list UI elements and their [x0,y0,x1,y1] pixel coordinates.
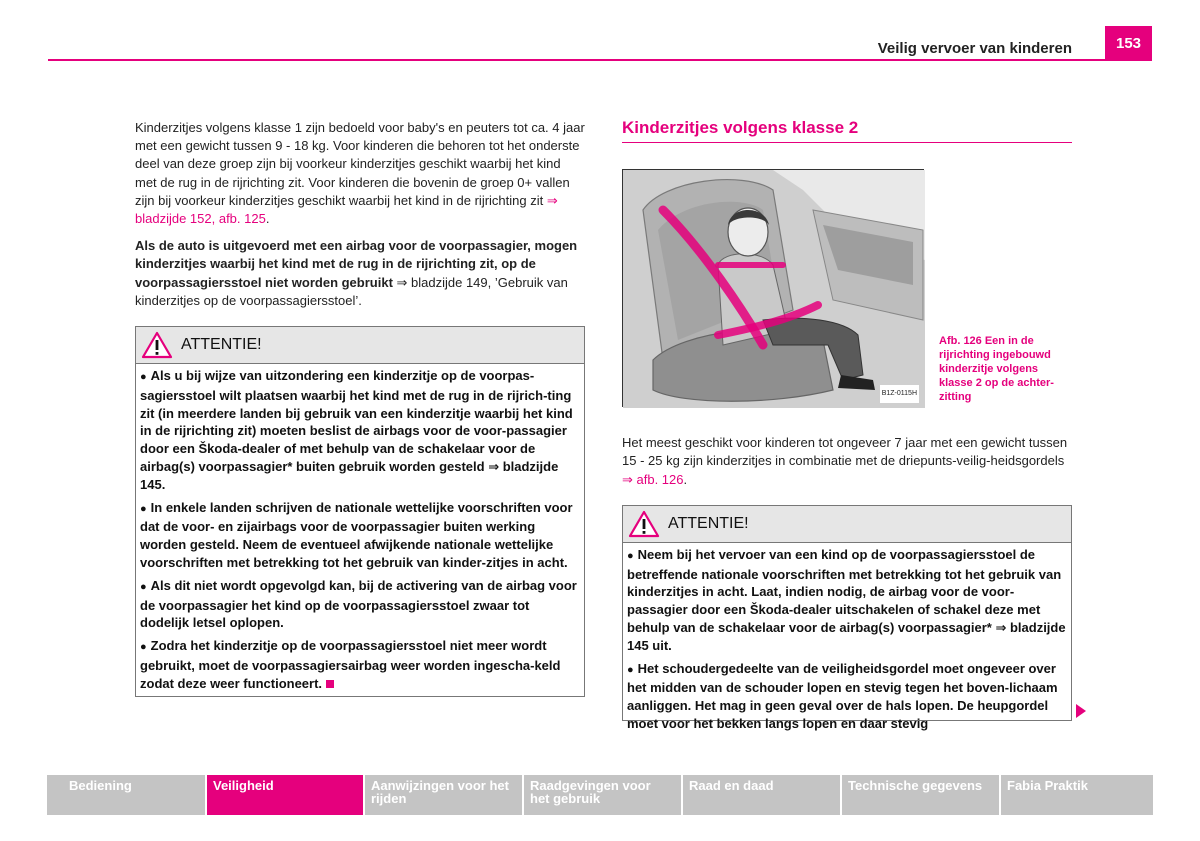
child-seat-illustration [623,170,925,408]
right-warning-body [623,543,1071,731]
right-column [622,118,1072,731]
intro-text: Kinderzitjes volgens klasse 1 zijn bedoeld voor baby's en peuters tot ca. 4 jaar met een gewicht tussen 9 - 18 kg. Voor kinderen die behoren tot het onderste deel van deze groep zijn bij voorkeur kinderzitjes geschikt waarbij het kind met de rug in de rijrichting zit. Voor kinderen die bovenin de groep 0+ vallen zijn bij voorkeur kinderzitjes geschikt waarbij het kind in de rijrichting zit [135,120,585,208]
intro-page-link[interactable]: ⇒ bladzijde 152, afb. 125 [135,192,558,227]
nav-tab-aanwijzingen[interactable]: Aanwijzingen voor het rijden [365,775,522,815]
bullet-icon: ● [140,502,147,515]
intro-end: . [265,211,270,227]
page-number: 153 [1105,26,1152,61]
figure-row [622,169,1072,407]
right-paragraph [622,434,1072,489]
nav-tab-raad-en-daad[interactable]: Raad en daad [683,775,840,815]
bullet-icon: ● [140,641,147,654]
right-warning-title: ATTENTIE! [668,514,749,532]
continue-arrow-icon[interactable] [1076,704,1086,718]
right-paragraph-text: Het meest geschikt voor kinderen tot ongeveer 7 jaar met een gewicht tussen 15 - 25 kg zijn kinderzitjes in combinatie met de driepunts-veilig-heidsgordels [622,435,1068,469]
bullet-icon: ● [627,549,634,562]
end-square-icon [326,680,334,688]
warning-item: ● Als dit niet wordt opgevolgd kan, bij de activering van de airbag voor de voorpassagier het kind op de voorpassagiersstoel zwaar tot dodelijk letsel oplopen. [140,577,577,631]
warning-item: ● Zodra het kinderzitje op de voorpassagiersstoel niet meer wordt gebruikt, moet de voorpassagiersairbag weer worden ingescha-keld zodat deze weer functioneert. [140,638,561,691]
warning-item: ● Het schoudergedeelte van de veiligheidsgordel moet ongeveer over het midden van de schouder lopen en stevig tegen het boven-lichaam aanliggen. Het mag in geen geval over de hals lopen. De heupgordel moet voor het bekken langs lopen en daar stevig [627,660,1058,731]
right-warning-box [622,505,1072,731]
nav-tab-fabia-praktik[interactable]: Fabia Praktik [1001,775,1153,815]
chapter-nav [47,775,1153,815]
child-seat-figure [622,169,924,407]
bullet-icon: ● [140,580,147,593]
bullet-icon: ● [627,663,634,676]
bullet-icon: ● [140,371,147,384]
warning-triangle-icon [628,510,660,538]
page-header-title: Veilig vervoer van kinderen [877,40,1072,57]
nav-tab-veiligheid[interactable]: Veiligheid [207,775,363,815]
nav-tab-technische-gegevens[interactable]: Technische gegevens [842,775,999,815]
left-warning-title: ATTENTIE! [181,335,262,353]
header-divider [48,59,1152,61]
airbag-bold-text: Als de auto is uitgevoerd met een airbag voor de voorpassagier, mogen kinderzitjes waarbij het kind met de rug in de rijrichting zit, op de voorpassagiersstoel niet worden gebruikt [135,238,578,290]
figure-code: B1Z-0115H [880,385,919,403]
warning-item: ● Als u bij wijze van uitzondering een kinderzitje op de voorpas-sagiersstoel wilt plaatsen waarbij het kind met de rug in de rijrich-ting zit (in meerdere landen bij gebruik van een kinderzitje waarbij het kind in de rijrichting zit) moeten beslist de airbags voor de voor-passagier door een Škoda-dealer of met behulp van de schakelaar voor de airbag(s) voorpassagier* buiten gebruik worden gesteld ⇒ bladzijde 145. [140,368,573,492]
figure-caption: Afb. 126 Een in de rijrichting ingebouwd kinderzitje volgens klasse 2 op de achter-zitting [939,335,1054,404]
nav-tab-bediening[interactable]: Bediening [47,775,205,815]
left-warning-header [136,327,584,364]
warning-item: ● Neem bij het vervoer van een kind op de voorpassagiersstoel de betreffende nationale voorschriften met betrekking tot het gebruik van kinderzitjes in acht. Laat, indien nodig, de airbag voor de voor-passagier door een Škoda-dealer uitschakelen of schakel deze met behulp van de schakelaar voor de airbag(s) voorpassagier* ⇒ bladzijde 145 uit. [627,546,1066,653]
right-warning-header [623,506,1071,543]
left-warning-box [135,326,585,697]
airbag-paragraph [135,237,585,310]
left-column [135,119,585,697]
section-title: Kinderzitjes volgens klasse 2 [622,119,1072,143]
intro-paragraph [135,119,585,228]
right-paragraph-end: . [683,471,688,487]
warning-triangle-icon [141,331,173,359]
warning-item: ● In enkele landen schrijven de nationale wettelijke voorschriften voor dat de voor- en zijairbags voor de voorpassagier buiten werking worden gesteld. Neem de eventueel afwijkende nationale wettelijke voorschriften met betrekking tot het gebruik van kinder-zitjes in acht. [140,499,573,570]
airbag-rest-text: ⇒ bladzijde 149, ’Gebruik van kinderzitjes op de voorpassagiersstoel’. [135,274,568,308]
nav-tab-raadgevingen[interactable]: Raadgevingen voor het gebruik [524,775,681,815]
left-warning-body [136,364,584,696]
figure-link[interactable]: ⇒ afb. 126 [622,471,684,487]
